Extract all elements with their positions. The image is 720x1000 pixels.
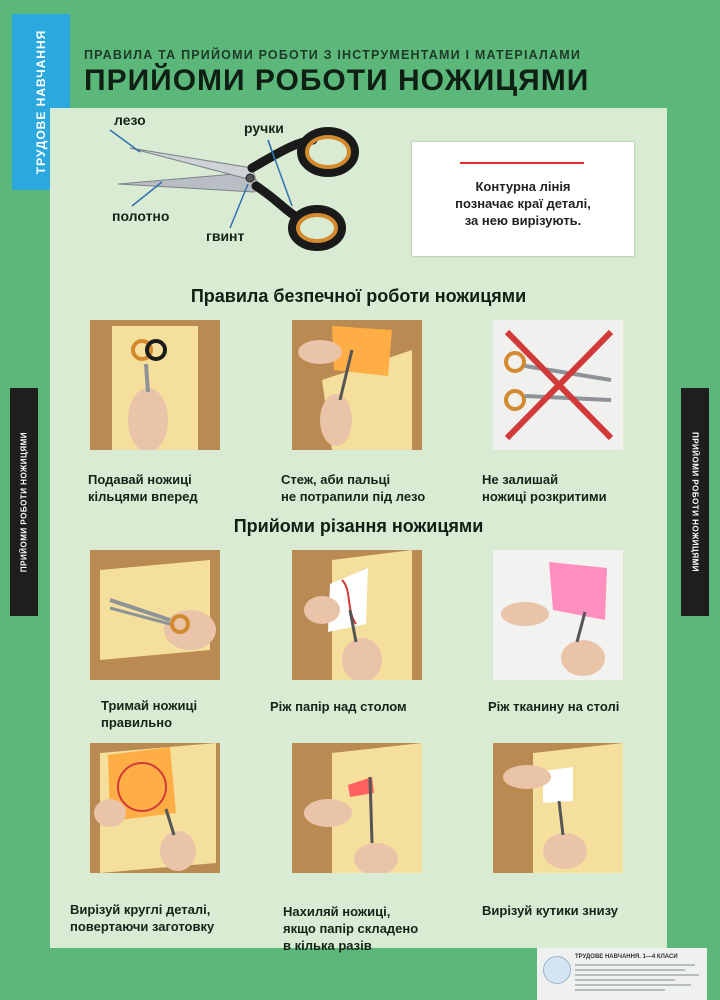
label-blade: лезо: [114, 112, 146, 128]
photo-cut-corners: [493, 743, 623, 873]
photo-cut-round: [90, 743, 220, 873]
caption-cut-corners: Вирізуй кутики знизу: [482, 903, 618, 918]
contour-line-text: [420, 178, 626, 229]
publisher-logo: [543, 956, 571, 984]
photo-cut-cloth: [493, 550, 623, 680]
caption-hold-correctly: Тримай ножиці правильно: [101, 698, 198, 730]
contour-line-note: [412, 142, 634, 256]
side-bar-right-label: ПРИЙОМИ РОБОТИ НОЖИЦЯМИ: [690, 431, 700, 573]
note-line-2: позначає краї деталі,: [455, 196, 591, 211]
caption-cut-cloth: Ріж тканину на столі: [488, 699, 620, 714]
photo-hold-correctly: [90, 550, 220, 680]
caption-cut-over-table: Ріж папір над столом: [270, 699, 407, 714]
label-handles: ручки: [244, 120, 284, 136]
caption-tilt-scissors: Нахиляй ножиці, якщо папір складено в кілька разів: [283, 904, 419, 953]
safety-heading: Правила безпечної роботи ножицями: [190, 286, 527, 306]
side-bar-right: [681, 388, 709, 616]
label-screw: гвинт: [206, 228, 245, 244]
caption-fingers-blade: Стеж, аби пальці не потрапили під лезо: [281, 472, 426, 504]
poster-title: ПРИЙОМИ РОБОТИ НОЖИЦЯМИ: [84, 64, 590, 97]
label-cloth: полотно: [112, 208, 170, 224]
contour-line-sample: [460, 162, 584, 164]
side-bar-left: [10, 388, 38, 616]
publisher-fine-print: [575, 964, 695, 966]
publisher-title: ТРУДОВЕ НАВЧАННЯ. 1—4 КЛАСИ: [575, 954, 678, 960]
photo-pass-scissors: [90, 320, 220, 450]
note-line-1: Контурна лінія: [475, 179, 571, 194]
photo-cut-over-table: [292, 550, 422, 680]
photo-open-scissors: [493, 320, 623, 450]
publisher-fine-print: [575, 969, 685, 971]
publisher-info: [537, 948, 707, 1000]
publisher-fine-print: [575, 984, 691, 986]
poster-supertitle: ПРАВИЛА ТА ПРИЙОМИ РОБОТИ З ІНСТРУМЕНТАМИ І МАТЕРІАЛАМИ: [84, 48, 582, 62]
subject-tab-label: ТРУДОВЕ НАВЧАННЯ: [34, 29, 48, 175]
side-bar-left-label: ПРИЙОМИ РОБОТИ НОЖИЦЯМИ: [19, 431, 29, 573]
photo-fingers-blade: [292, 320, 422, 450]
caption-pass-scissors: Подавай ножиці кільцями вперед: [88, 472, 198, 504]
caption-open-scissors: Не залишай ножиці розкритими: [482, 472, 607, 504]
note-line-3: за нею вирізують.: [464, 213, 582, 228]
publisher-fine-print: [575, 974, 699, 976]
caption-cut-round: Вирізуй круглі деталі, повертаючи заготовку: [70, 902, 215, 934]
photo-tilt-scissors: [292, 743, 422, 873]
cutting-heading: Прийоми різання ножицями: [233, 516, 484, 536]
publisher-fine-print: [575, 979, 675, 981]
publisher-fine-print: [575, 989, 665, 991]
